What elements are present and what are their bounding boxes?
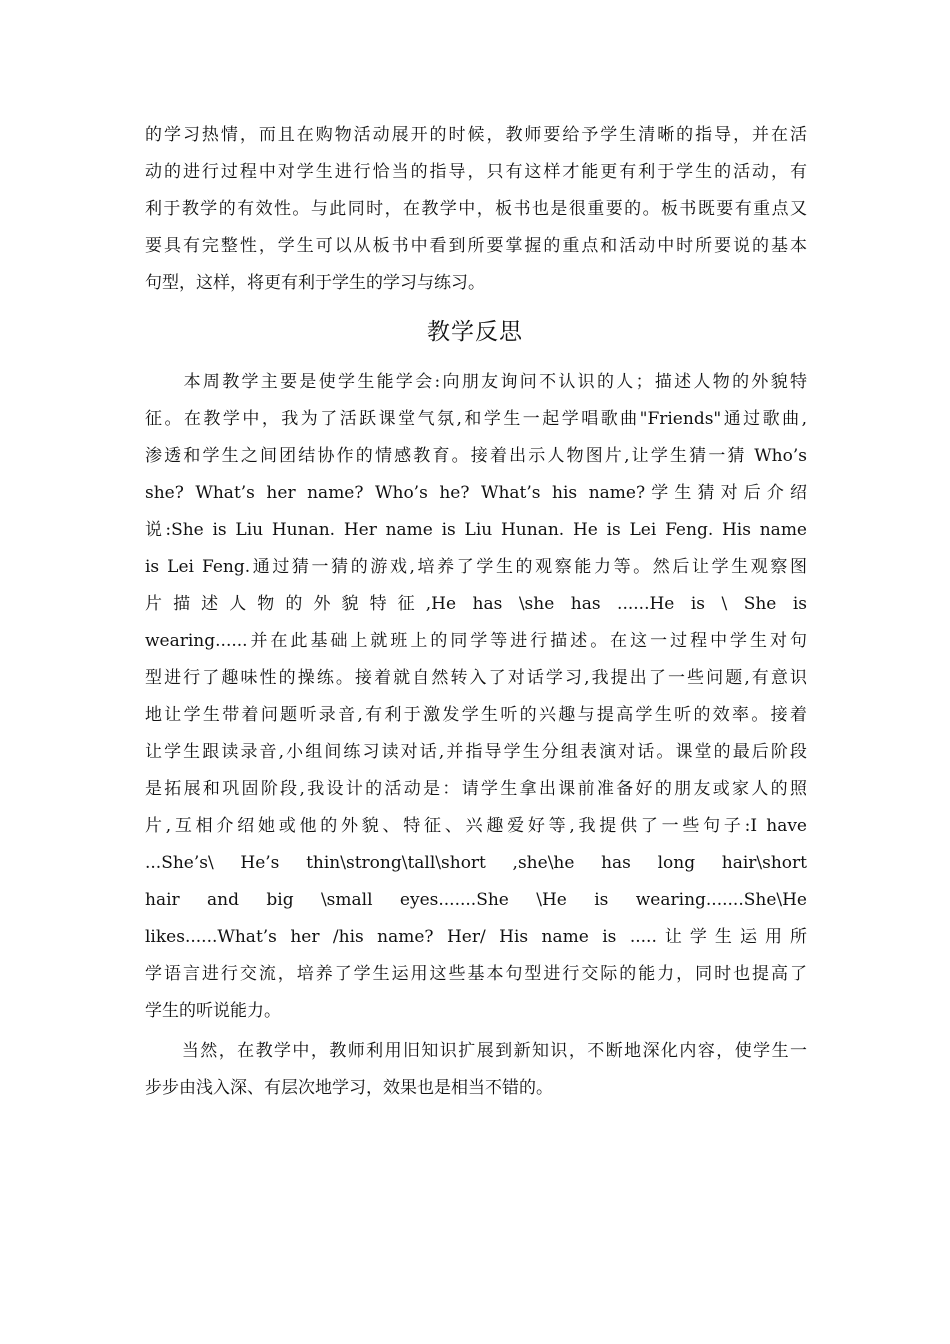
paragraph-line: 本周教学主要是使学生能学会:向朋友询问不认识的人；描述人物的外貌特: [145, 372, 807, 392]
paragraph-line: 句型，这样，将更有利于学生的学习与练习。: [145, 273, 485, 293]
intro-paragraph: [145, 117, 807, 302]
paragraph-line: wearing......并在此基础上就班上的同学等进行描述。在这一过程中学生对句: [145, 631, 807, 651]
paragraph-line: 型进行了趣味性的操练。接着就自然转入了对话学习,我提出了一些问题,有意识: [145, 668, 807, 688]
paragraph-line: ...She’s\ He’s thin\strong\tall\short ,she\he has long hair\short: [145, 853, 807, 873]
paragraph-line: is Lei Feng.通过猜一猜的游戏,培养了学生的观察能力等。然后让学生观察图: [145, 557, 807, 577]
paragraph-line: 当然，在教学中，教师利用旧知识扩展到新知识，不断地深化内容，使学生一: [145, 1041, 807, 1061]
paragraph-line: 要具有完整性，学生可以从板书中看到所要掌握的重点和活动中时所要说的基本: [145, 236, 807, 256]
paragraph-line: hair and big \small eyes.......She \He is wearing.......She\He: [145, 890, 807, 910]
paragraph-line: likes......What’s her /his name? Her/ His name is .....让学生运用所: [145, 927, 807, 947]
paragraph-line: 征。在教学中，我为了活跃课堂气氛,和学生一起学唱歌曲"Friends"通过歌曲,: [145, 409, 807, 429]
reflection-paragraph-2: [145, 1033, 807, 1107]
paragraph-line: 说:She is Liu Hunan. Her name is Liu Hunan. He is Lei Feng. His name: [145, 520, 807, 540]
paragraph-line: 步步由浅入深、有层次地学习，效果也是相当不错的。: [145, 1078, 553, 1098]
section-title: 教学反思: [427, 319, 523, 345]
paragraph-line: 利于教学的有效性。与此同时，在教学中，板书也是很重要的。板书既要有重点又: [145, 199, 807, 219]
reflection-paragraph-1: [145, 364, 807, 1030]
paragraph-line: 学生的听说能力。: [145, 1001, 281, 1021]
paragraph-line: 学语言进行交流，培养了学生运用这些基本句型进行交际的能力，同时也提高了: [145, 964, 807, 984]
paragraph-line: she? What’s her name? Who’s he? What’s his name?学生猜对后介绍: [145, 483, 807, 503]
paragraph-line: 片,互相介绍她或他的外貌、特征、兴趣爱好等,我提供了一些句子:I have: [145, 816, 807, 836]
paragraph-line: 让学生跟读录音,小组间练习读对话,并指导学生分组表演对话。课堂的最后阶段: [145, 742, 807, 762]
paragraph-line: 片描述人物的外貌特征,He has \she has ......He is \ She is: [145, 594, 807, 614]
paragraph-line: 渗透和学生之间团结协作的情感教育。接着出示人物图片,让学生猜一猜 Who’s: [145, 446, 807, 466]
paragraph-line: 地让学生带着问题听录音,有利于激发学生听的兴趣与提高学生听的效率。接着: [145, 705, 807, 725]
paragraph-line: 动的进行过程中对学生进行恰当的指导，只有这样才能更有利于学生的活动，有: [145, 162, 807, 182]
paragraph-line: 是拓展和巩固阶段,我设计的活动是：请学生拿出课前准备好的朋友或家人的照: [145, 779, 807, 799]
paragraph-line: 的学习热情，而且在购物活动展开的时候，教师要给予学生清晰的指导，并在活: [145, 125, 807, 145]
